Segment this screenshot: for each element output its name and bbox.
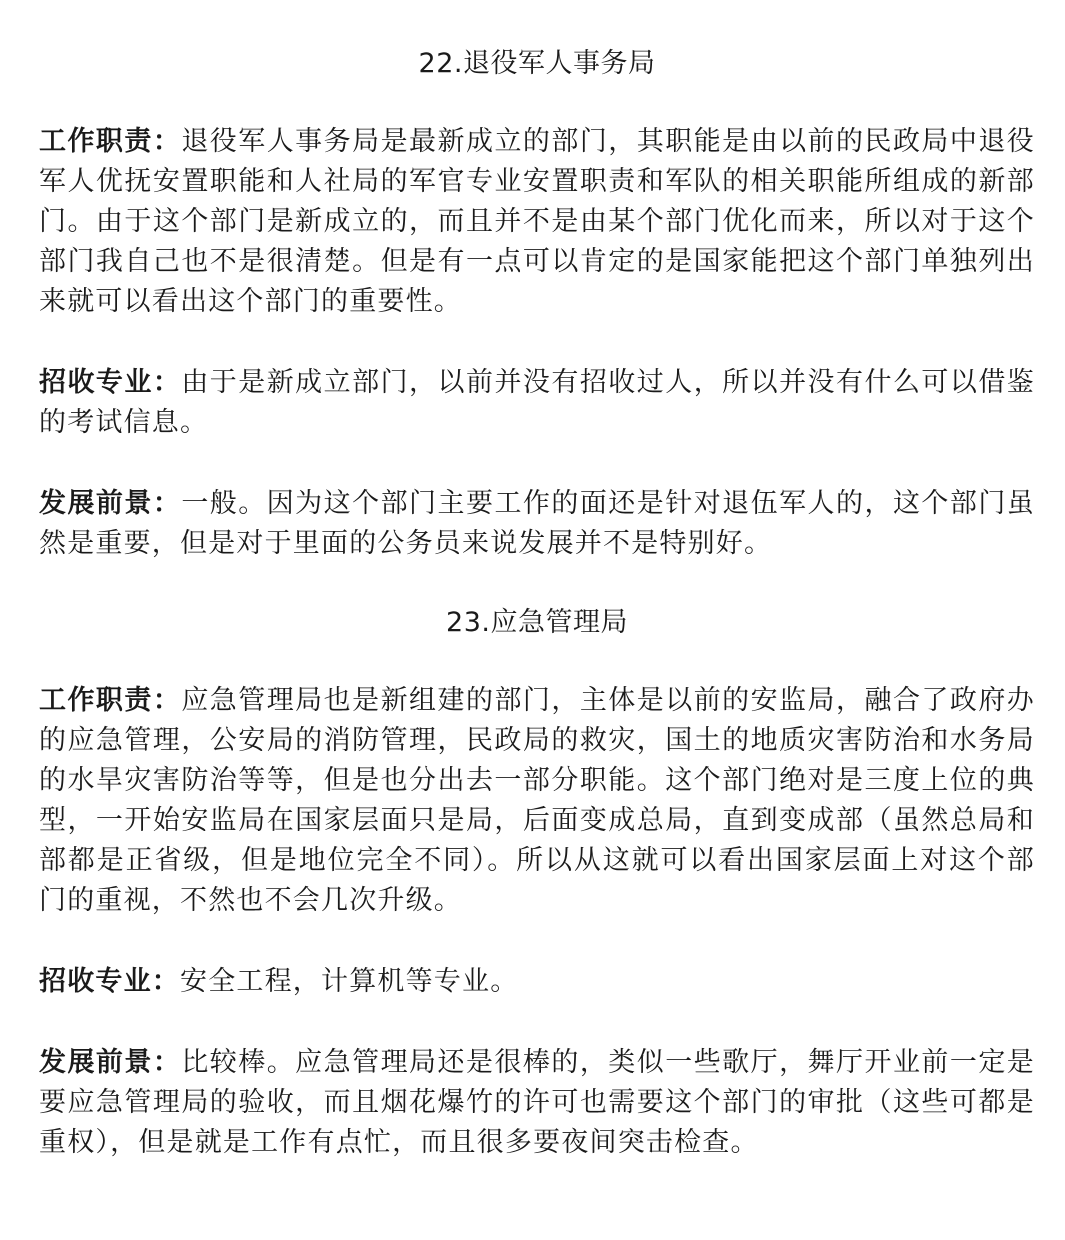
section-title-23: 23.应急管理局 (446, 607, 628, 638)
major-paragraph-23 (39, 962, 1035, 1002)
duty-text: 退役军人事务局是最新成立的部门，其职能是由以前的民政局中退役军人优抚安置职能和人社局的军官专业安置职责和军队的相关职能所组成的新部门。由于这个部门是新成立的，而且并不是由某个部门优化而来，所以对于这个部门我自己也不是很清楚。但是有一点可以肯定的是国家能把这个部门单独列出来就可以看出这个部门的重要性。 (39, 126, 1036, 317)
major-text: 由于是新成立部门，以前并没有招收过人，所以并没有什么可以借鉴的考试信息。 (39, 367, 1036, 438)
major-text: 安全工程，计算机等专业。 (180, 966, 519, 997)
outlook-paragraph-22 (39, 484, 1035, 564)
duty-paragraph-22 (39, 122, 1035, 322)
major-label: 招收专业： (39, 367, 182, 398)
major-paragraph-22 (39, 363, 1035, 443)
outlook-label: 发展前景： (39, 1047, 182, 1078)
outlook-paragraph-23 (39, 1043, 1035, 1163)
outlook-text: 比较棒。应急管理局还是很棒的，类似一些歌厅，舞厅开业前一定是要应急管理局的验收，而且烟花爆竹的许可也需要这个部门的审批（这些可都是重权），但是就是工作有点忙，而且很多要夜间突击检查。 (39, 1047, 1036, 1158)
duty-label: 工作职责： (39, 126, 182, 157)
duty-text: 应急管理局也是新组建的部门，主体是以前的安监局，融合了政府办的应急管理，公安局的消防管理，民政局的救灾，国土的地质灾害防治和水务局的水旱灾害防治等等，但是也分出去一部分职能。这个部门绝对是三度上位的典型，一开始安监局在国家层面只是局，后面变成总局，直到变成部（虽然总局和部都是正省级，但是地位完全不同）。所以从这就可以看出国家层面上对这个部门的重视，不然也不会几次升级。 (39, 685, 1036, 916)
section-title-22: 22.退役军人事务局 (418, 48, 656, 79)
outlook-text: 一般。因为这个部门主要工作的面还是针对退伍军人的，这个部门虽然是重要，但是对于里面的公务员来说发展并不是特别好。 (39, 488, 1036, 559)
major-label: 招收专业： (39, 966, 180, 997)
duty-label: 工作职责： (39, 685, 182, 716)
outlook-label: 发展前景： (39, 488, 182, 519)
duty-paragraph-23 (39, 681, 1035, 921)
